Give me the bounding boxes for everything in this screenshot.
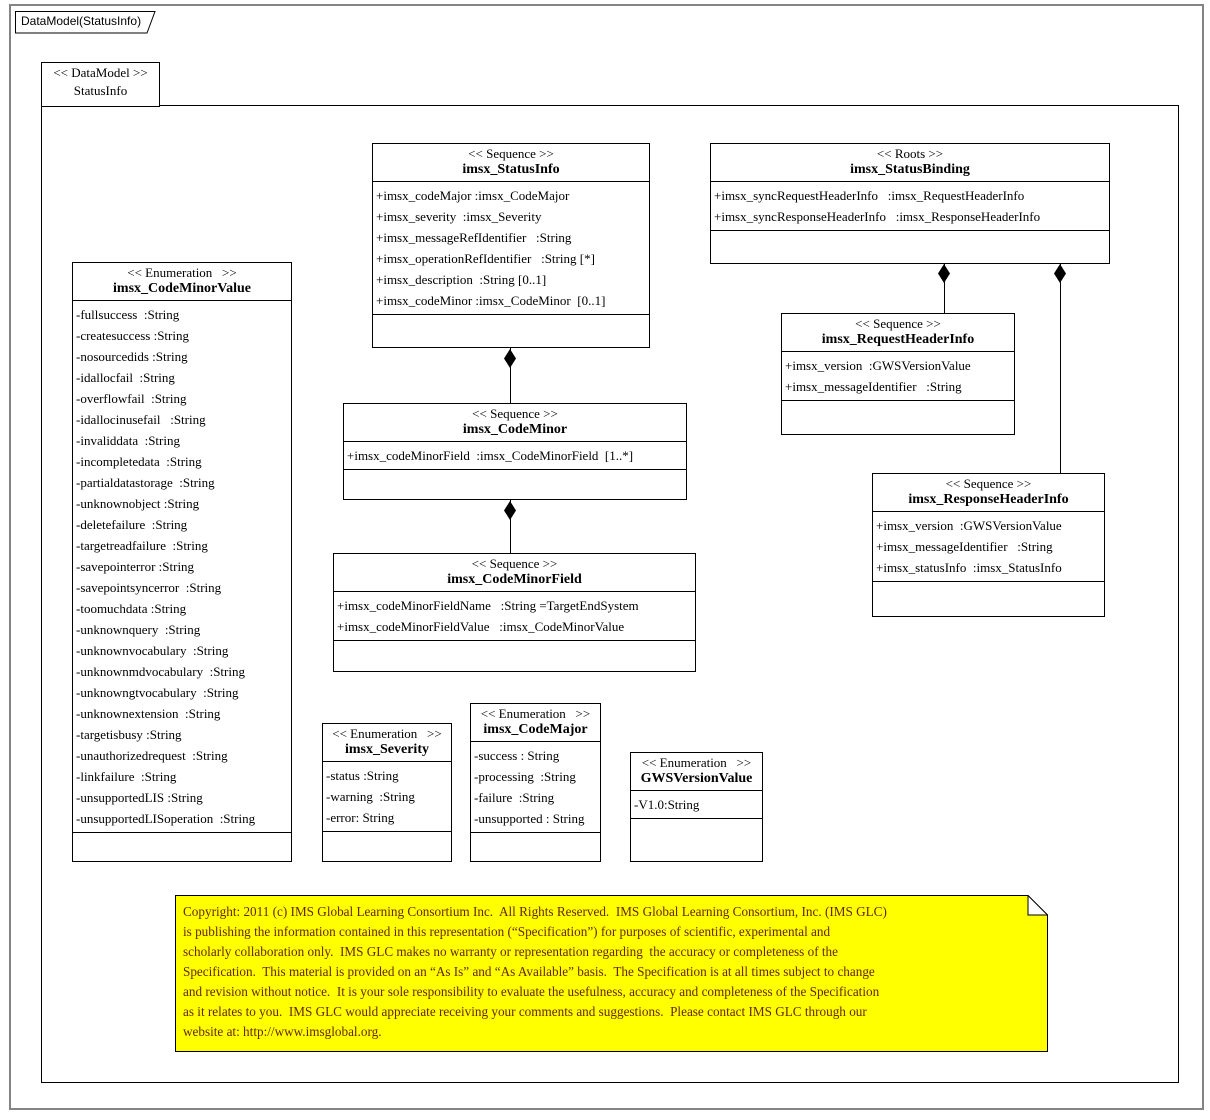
operations-compartment [471, 832, 600, 861]
attribute: -unsupported : String [474, 811, 585, 826]
attribute: +imsx_syncResponseHeaderInfo :imsx_ResponseHeaderInfo [714, 209, 1041, 224]
class-stereotype: << Enumeration >> [641, 755, 752, 770]
attribute: -status :String [326, 768, 399, 783]
attribute: -unknownquery :String [76, 622, 201, 637]
attribute: +imsx_messageIdentifier :String [785, 379, 962, 394]
attribute: +imsx_codeMinorFieldValue :imsx_CodeMinorValue [337, 619, 625, 634]
attribute: -unknownmdvocabulary :String [76, 664, 245, 679]
attribute: -targetreadfailure :String [76, 538, 208, 553]
class-name: GWSVersionValue [640, 771, 753, 786]
attribute: -savepointsyncerror :String [76, 580, 222, 595]
class-stereotype: << Sequence >> [945, 476, 1032, 491]
attribute: -unauthorizedrequest :String [76, 748, 228, 763]
class-stereotype: << Sequence >> [468, 146, 554, 161]
class-stereotype: << Enumeration >> [332, 726, 442, 741]
attribute: -idallocinusefail :String [76, 412, 206, 427]
operations-compartment [73, 832, 291, 861]
attribute: -V1.0:String [634, 797, 700, 812]
attribute: +imsx_codeMinor :imsx_CodeMinor [0..1] [376, 293, 606, 308]
class-name: imsx_CodeMinorValue [113, 281, 251, 296]
attribute: -fullsuccess :String [76, 307, 180, 322]
operations-compartment [631, 818, 762, 861]
operations-compartment [344, 469, 686, 499]
attribute: -nosourcedids :String [76, 349, 188, 364]
class-header [323, 724, 451, 762]
attributes-compartment [373, 182, 649, 314]
attribute: -partialdatastorage :String [76, 475, 215, 490]
package-name: StatusInfo [73, 83, 128, 98]
frame-tab [15, 11, 157, 34]
note-text [183, 902, 1038, 1042]
class-header [334, 554, 695, 592]
class-header [631, 753, 762, 791]
attributes-compartment [711, 182, 1109, 230]
class-gwsversionvalue [630, 752, 763, 862]
note-line: website at: http://www.imsglobal.org. [183, 1024, 382, 1039]
class-name: imsx_Severity [345, 742, 429, 757]
class-name: imsx_ResponseHeaderInfo [908, 492, 1069, 507]
attributes-compartment [344, 442, 686, 469]
class-name: imsx_StatusInfo [462, 162, 560, 177]
class-imsx-requestheaderinfo [781, 313, 1015, 435]
attributes-compartment [471, 742, 600, 832]
class-imsx-codeminorfield [333, 553, 696, 672]
attributes-compartment [323, 762, 451, 831]
class-header [873, 474, 1104, 512]
attribute: -deletefailure :String [76, 517, 188, 532]
attribute: -unknownextension :String [76, 706, 221, 721]
attribute: -createsuccess :String [76, 328, 189, 343]
operations-compartment [334, 640, 695, 671]
class-stereotype: << Sequence >> [471, 556, 558, 571]
class-imsx-codemajor [470, 703, 601, 862]
attribute: +imsx_messageRefIdentifier :String [376, 230, 572, 245]
attribute: -idallocfail :String [76, 370, 175, 385]
class-header [344, 404, 686, 442]
note-line: and revision without notice. It is your sole responsibility to evaluate the usefulness, accuracy and completeness of the Specification [183, 984, 880, 999]
attribute: +imsx_codeMajor :imsx_CodeMajor [376, 188, 570, 203]
attribute: -incompletedata :String [76, 454, 202, 469]
attribute: -targetisbusy :String [76, 727, 182, 742]
class-stereotype: << Roots >> [876, 146, 944, 161]
class-stereotype: << Enumeration >> [127, 265, 237, 280]
attribute: -invaliddata :String [76, 433, 180, 448]
attribute: -linkfailure :String [76, 769, 177, 784]
package-header [41, 62, 160, 107]
attributes-compartment [873, 512, 1104, 581]
operations-compartment [782, 400, 1014, 434]
attribute: -processing :String [474, 769, 576, 784]
attributes-compartment [631, 791, 762, 818]
attribute: -unsupportedLISoperation :String [76, 811, 256, 826]
attribute: -failure :String [474, 790, 555, 805]
attribute: -unknowngtvocabulary :String [76, 685, 239, 700]
class-imsx-responseheaderinfo [872, 473, 1105, 617]
class-header [711, 144, 1109, 182]
note-line: scholarly collaboration only. IMS GLC makes no warranty or representation regarding the accuracy or completeness of the [183, 944, 839, 959]
operations-compartment [711, 230, 1109, 263]
class-imsx-statusinfo [372, 143, 650, 348]
note-line: Copyright: 2011 (c) IMS Global Learning Consortium Inc. All Rights Reserved. IMS Global Learning Consortium, Inc. (IMS GLC) [183, 904, 887, 919]
class-stereotype: << Sequence >> [472, 406, 558, 421]
attribute: +imsx_operationRefIdentifier :String [*] [376, 251, 595, 266]
note-line: Specification. This material is provided on an “As Is” and “As Available” basis. The Specification is at all times subject to change [183, 964, 875, 979]
connector-statusbinding-responseheaderinfo [1060, 263, 1061, 473]
class-stereotype: << Enumeration >> [480, 706, 591, 721]
attribute: +imsx_severity :imsx_Severity [376, 209, 542, 224]
package-stereotype: << DataModel >> [53, 65, 148, 80]
attributes-compartment [782, 352, 1014, 400]
note-line: is publishing the information contained in this representation (“Specification”) for purposes of scientific, experimental and [183, 924, 831, 939]
class-name: imsx_StatusBinding [850, 162, 970, 177]
attribute: +imsx_version :GWSVersionValue [785, 358, 971, 373]
attribute: -toomuchdata :String [76, 601, 187, 616]
class-name: imsx_CodeMinor [462, 422, 568, 437]
attribute: -overflowfail :String [76, 391, 187, 406]
class-header [782, 314, 1014, 352]
attribute: +imsx_codeMinorFieldName :String =TargetEndSystem [337, 598, 639, 613]
attribute: +imsx_messageIdentifier :String [876, 539, 1053, 554]
attribute: +imsx_statusInfo :imsx_StatusInfo [876, 560, 1062, 575]
class-imsx-codeminorvalue [72, 262, 292, 862]
note-line: as it relates to you. IMS GLC would appreciate receiving your comments and suggestions. Please contact IMS GLC through our [183, 1004, 867, 1019]
attribute: +imsx_syncRequestHeaderInfo :imsx_RequestHeaderInfo [714, 188, 1025, 203]
class-header [373, 144, 649, 182]
class-imsx-severity [322, 723, 452, 862]
attribute: -unknownvocabulary :String [76, 643, 229, 658]
attribute: +imsx_description :String [0..1] [376, 272, 547, 287]
operations-compartment [323, 831, 451, 861]
class-name: imsx_CodeMajor [483, 722, 588, 737]
attribute: -savepointerror :String [76, 559, 195, 574]
class-imsx-codeminor [343, 403, 687, 500]
attribute: -error: String [326, 810, 395, 825]
class-name: imsx_RequestHeaderInfo [821, 332, 975, 347]
class-name: imsx_CodeMinorField [447, 572, 582, 587]
copyright-note [175, 895, 1048, 1052]
operations-compartment [373, 314, 649, 347]
attribute: +imsx_codeMinorField :imsx_CodeMinorField [1..*] [347, 448, 634, 463]
attribute: -success : String [474, 748, 560, 763]
attributes-compartment [334, 592, 695, 640]
attribute: -warning :String [326, 789, 415, 804]
class-header [73, 263, 291, 301]
attribute: -unsupportedLIS :String [76, 790, 203, 805]
attribute: +imsx_version :GWSVersionValue [876, 518, 1062, 533]
class-stereotype: << Sequence >> [855, 316, 941, 331]
frame-tab-label: DataModel(StatusInfo) [21, 14, 142, 28]
class-imsx-statusbinding [710, 143, 1110, 264]
attributes-compartment [73, 301, 291, 832]
class-header [471, 704, 600, 742]
operations-compartment [873, 581, 1104, 616]
attribute: -unknownobject :String [76, 496, 200, 511]
